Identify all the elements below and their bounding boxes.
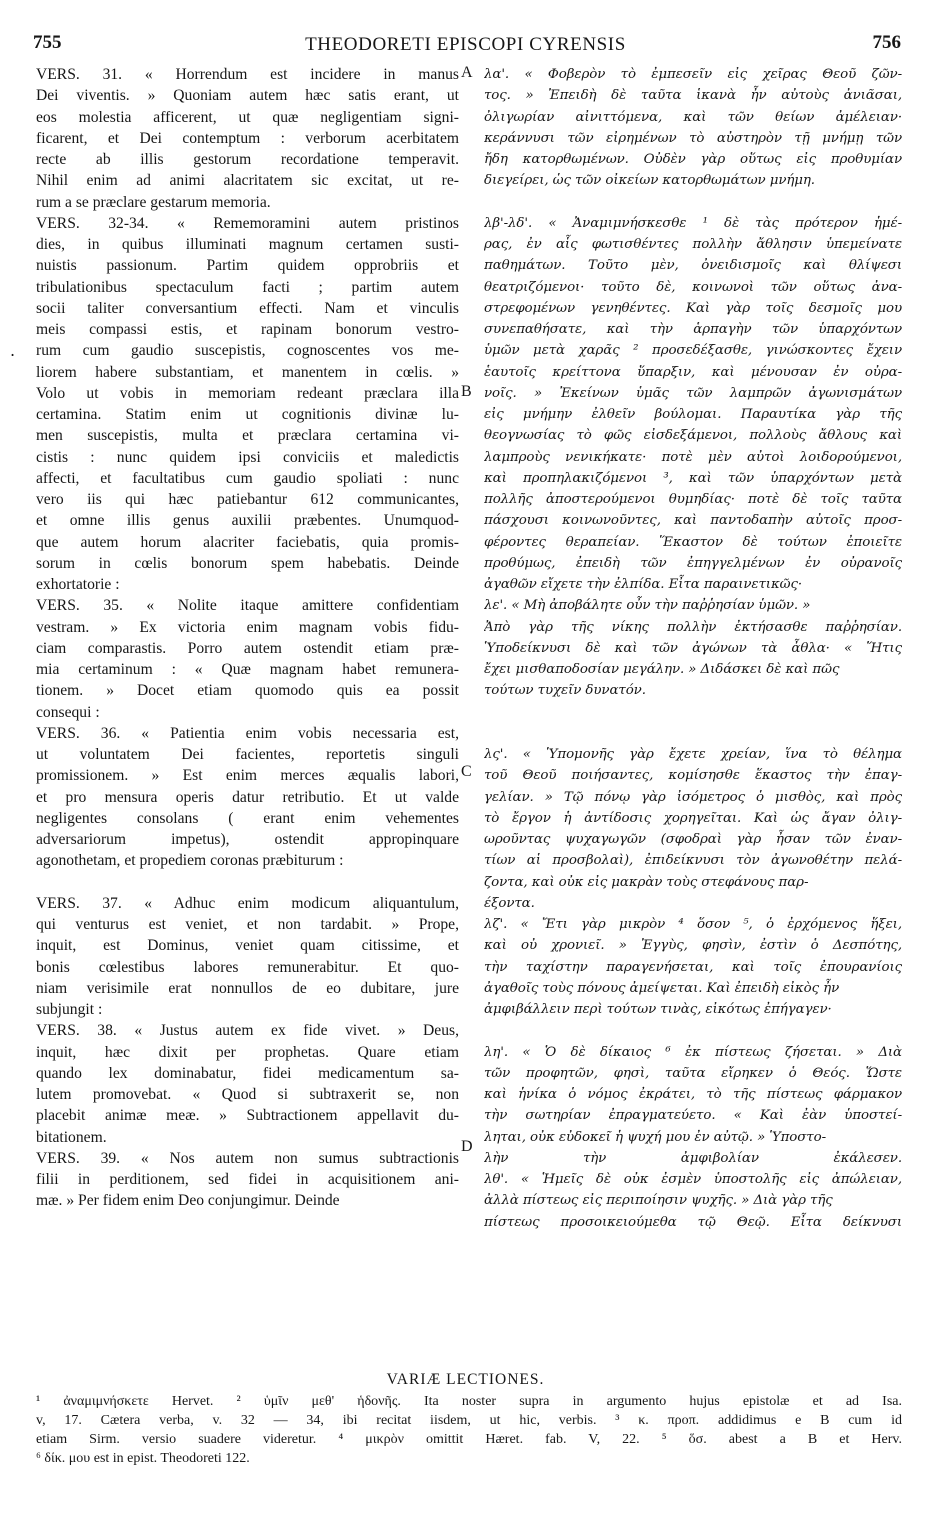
text-line: λαμπροὺς νενικήκατε· ποτὲ μὲν αὐτοὶ λοιδορούμενοι, <box>484 449 902 465</box>
text-line: παθημάτων. Τοῦτο μὲν, ὀνειδισμοῖς καὶ θλίψεσι <box>484 258 902 274</box>
text-line: ὑμῶν μετὰ χαρᾶς ² προσεδέξασθε, γινώσκοντες ἔχειν <box>484 343 902 359</box>
text-line: bitationem. <box>36 1128 107 1146</box>
text-line: διεγείρει, ὡς τῶν οἰκείων κατορθωμάτων μνήμη. <box>484 173 815 189</box>
text-line: συνεπαθήσατε, καὶ τὴν ἁρπαγὴν τῶν ὑπαρχόντων <box>484 322 902 337</box>
text-line: lutem promovebat. « Quod si subtraxerit se, non <box>36 1086 459 1103</box>
text-line: πίστεως προσοικειούμεθα τῷ Θεῷ. Εἶτα δείκνυσι <box>484 1214 902 1230</box>
paragraph-gap <box>484 702 902 723</box>
text-line: Dei viventis. » Quoniam autem hæc satis erant, ut <box>36 87 459 105</box>
text-line: VERS. 32-34. « Rememoramini autem pristinos <box>36 214 459 232</box>
greek-column <box>484 64 902 1233</box>
paragraph-gap <box>484 723 902 744</box>
text-line: ἀμφιβάλλειν περὶ τούτων τινὰς, εἰκότως ἐπήγαγεν· <box>484 1002 832 1017</box>
text-line: τος. » Ἐπειδὴ δὲ ταῦτα ἱκανὰ ἦν αὐτοὺς ἀνιᾶσαι, <box>484 88 902 104</box>
text-line: VERS. 39. « Nos autem non sumus subtractionis <box>36 1149 459 1167</box>
latin-column <box>36 64 459 1212</box>
text-line: vestram. » Ex victoria enim magnam vobis fidu- <box>36 618 459 636</box>
text-line: λη'. « Ὁ δὲ δίκαιος ⁶ ἐκ πίστεως ζήσεται. » Διὰ <box>484 1044 902 1060</box>
text-line: λα'. « Φοβερὸν τὸ ἐμπεσεῖν εἰς χεῖρας Θεοῦ ζῶν- <box>484 67 902 82</box>
footnote-line: v, 17. Cætera verba, v. 32 — 34, ibi recitat iisdem, ut hic, verbis. ³ κ. προπ. addidimus e B cum id <box>36 1413 902 1428</box>
footnote-line: ⁶ δίκ. μου est in epist. Theodoreti 122. <box>36 1451 250 1466</box>
text-line: τίων αἱ προσβολαὶ), ἐπιδείκνυσι τὸν ἀγωνοθέτην πελά- <box>484 853 902 869</box>
text-line: mia certaminum : « Quæ magnam habet remunera- <box>36 661 459 678</box>
paragraph-gap <box>484 1020 902 1041</box>
text-line: affecti, et facultatibus cum gaudio spoliati : nunc <box>36 469 459 487</box>
text-line: men suscepistis, multa et præclara certamina vi- <box>36 427 459 445</box>
text-line: λζ'. « Ἔτι γὰρ μικρὸν ⁴ ὅσον ⁵, ὁ ἐρχόμενος ἥξει, <box>484 917 902 932</box>
text-line: τὸ ἔργον ἡ ἀντίδοσις χορηγεῖται. Καὶ ὡς ἄγαν ὀλιγ- <box>484 810 902 826</box>
text-line: πολλῆς ἀποστερούμενοι θυμηδίας· ποτὲ δὲ τοῖς ταῦτα <box>484 492 902 507</box>
text-line: λς'. « Ὑπομονῆς γὰρ ἔχετε χρείαν, ἵνα τὸ θέλημα <box>484 747 902 762</box>
margin-letter-c: C <box>461 763 472 780</box>
text-line: Ἀπὸ γὰρ τῆς νίκης πολλὴν ἐκτήσασθε παῤῥησίαν. <box>484 619 902 635</box>
text-line: rum a se præclare gestarum memoria. <box>36 193 271 211</box>
text-line: bonis cœlestibus labores remunerabitur. Et quo- <box>36 958 459 976</box>
text-line: τῶν προφητῶν, φησὶ, ταῦτα εἴρηκεν ὁ Θεός. Ὥστε <box>484 1065 902 1081</box>
text-line: certamina. Statim enim ut cognitionis divinæ lu- <box>36 406 459 423</box>
text-line: νοῖς. » Ἐκείνων ὑμᾶς τῶν λαμπρῶν ἀγωνισμάτων <box>484 385 902 401</box>
footnotes <box>36 1392 902 1468</box>
text-line: τὴν ταχίστην παραγενήσεται, καὶ τοῖς ἐπουρανίοις <box>484 959 902 975</box>
text-line: filii in perditionem, sed fidei in acquisitionem ani- <box>36 1171 459 1188</box>
text-line: ἑαυτοῖς κρείττονα ὕπαρξιν, καὶ μένουσαν ἐν οὐρα- <box>484 364 902 380</box>
text-line: ωροῦντας ψυχαγωγῶν (σφοδραὶ γὰρ ἦσαν τῶν ἐναν- <box>484 832 902 847</box>
text-line: τούτων τυχεῖν δυνατόν. <box>484 683 646 699</box>
text-line: ληται, οὐκ εὐδοκεῖ ἡ ψυχή μου ἐν αὐτῷ. » Ὑποστο- <box>484 1129 827 1145</box>
text-line: liorem habere substantiam, et manentem in cœlis. » <box>36 363 459 381</box>
text-line: πάσχουσι κοινωνοῦντες, καὶ παντοδαπὴν αὐτοῖς προσ- <box>484 513 902 529</box>
text-line: consequi : <box>36 703 100 721</box>
text-line: καὶ οὐ χρονιεῖ. » Ἐγγὺς, φησὶν, ἐστὶν ὁ Δεσπότης, <box>484 938 902 954</box>
text-line: ficarent, et Dei contemptum : verborum acerbitatem <box>36 129 459 147</box>
text-line: προθύμως, ἐπειδὴ τῶν ἐπηγγελμένων ἐν οὐρανοῖς <box>484 555 902 571</box>
text-line: λε'. « Μὴ ἀποβάλητε οὖν τὴν παῤῥησίαν ὑμῶν. » <box>484 598 811 614</box>
text-line: λὴν τὴν ἀμφιβολίαν ἐκάλεσεν. <box>484 1150 902 1166</box>
text-line: έξοντα. <box>484 895 535 911</box>
text-line: placebit animæ meæ. » Subtractionem appellavit du- <box>36 1107 459 1125</box>
text-line: ut voluntatem Dei facientes, reportetis singuli <box>36 746 459 763</box>
text-line: que autem horum alacriter faciebatis, quia promis- <box>36 533 459 551</box>
text-line: ἀλλὰ πίστεως εἰς περιποίησιν ψυχῆς. » Διὰ γὰρ τῆς <box>484 1193 833 1209</box>
text-line: ὀλιγωρίαν αἰνιττόμενα, καὶ τῶν θείων ἀμέλειαν· <box>484 109 902 125</box>
text-line: socii taliter conversantium effecti. Nam et vinculis <box>36 299 459 317</box>
footnote-line: ¹ ἀναμιμνήσκετε Hervet. ² ὑμῖν μεθ' ἡδονῆς. Ita noster supra in argumento hujus epistolæ et ad Isa. <box>36 1394 902 1409</box>
text-line: sorum in cœlis bonorum spem habebatis. Deinde <box>36 554 459 572</box>
text-line: τὴν σωτηρίαν ἐπραγματεύετο. « Καὶ ἐὰν ὑποστεί- <box>484 1108 902 1124</box>
margin-letter-d: D <box>461 1138 473 1155</box>
text-line: στρεφομένων γενηθέντες. Καὶ γὰρ τοῖς δεσμοῖς μου <box>484 300 902 316</box>
text-line: nuistis passionum. Partim quidem opprobriis et <box>36 257 459 275</box>
margin-letter-b: B <box>461 383 472 400</box>
text-line: εἰς μνήμην ἐλθεῖν βούλομαι. Παραυτίκα γὰρ τῆς <box>484 407 902 422</box>
text-line: ἀγαθῶν εἴχετε τὴν ἐλπίδα. Εἶτα παραινετικῶς· <box>484 577 803 592</box>
text-line: VERS. 35. « Nolite itaque amittere confidentiam <box>36 597 459 615</box>
running-title: THEODORETI EPISCOPI CYRENSIS <box>305 34 626 55</box>
text-line: γελίαν. » Τῷ πόνῳ γὰρ ἰσόμετρος ὁ μισθὸς, καὶ πρὸς <box>484 789 902 805</box>
text-line: dies, in quibus illuminati magnum certamen susti- <box>36 236 459 253</box>
text-line: cistis : nunc quidem ipsi conviciis et maledictis <box>36 448 459 466</box>
text-line: inquit, est Dominus, veniet quam citissime, et <box>36 937 459 955</box>
text-line: καὶ ἡνίκα ὁ νόμος ἐκράτει, τὸ τῆς πίστεως φάρμακον <box>484 1087 902 1102</box>
text-line: exhortatorie : <box>36 576 120 593</box>
text-line: niam verisimile erat nonnullos de eo dubitare, jure <box>36 979 459 997</box>
text-line: Volo ut vobis in memoriam redeant præclara illa <box>36 384 459 402</box>
text-line: adversariorum impetus), ostendit appropinquare <box>36 831 459 848</box>
paragraph-gap <box>484 192 902 213</box>
text-line: κεράννυσι τῶν εἰρημένων τὸ αὐστηρὸν τῇ μνήμῃ τῶν <box>484 130 902 146</box>
page-number-right: 756 <box>872 32 901 53</box>
footnote-line: etiam Sirm. versio suadere videretur. ⁴ μικρὸν omittit Hæret. fab. V, 22. ⁵ ὅσ. abest a B et Herv. <box>36 1432 902 1447</box>
text-line: tribulationibus spectaculum facti ; partim autem <box>36 278 459 296</box>
margin-dot: . <box>10 341 16 360</box>
page-number-left: 755 <box>33 32 62 53</box>
text-line: et omne illis genus auxilii præbentes. Unumquod- <box>36 512 459 530</box>
text-line: λθ'. « Ἡμεῖς δὲ οὐκ ἐσμὲν ὑποστολῆς εἰς ἀπώλειαν, <box>484 1172 902 1187</box>
text-line: καὶ προπηλακιζόμενοι ³, καὶ τῶν ὑπαρχόντων μετὰ <box>484 470 902 486</box>
text-line: VERS. 36. « Patientia enim vobis necessaria est, <box>36 724 459 742</box>
margin-letter-a: A <box>461 64 473 81</box>
text-line: ciam comparastis. Porro autem ostendit etiam præ- <box>36 639 459 657</box>
text-line: φέροντες θεραπείαν. Ἕκαστον δὲ τούτων ἐποιεῖτε <box>484 534 902 550</box>
text-line: rum cum gaudio suscepistis, cognoscentes vos me- <box>36 342 459 360</box>
text-line: et pro mensura operis datur retributio. Et ut valde <box>36 788 459 806</box>
text-line: Ὑποδείκνυσι δὲ καὶ τῶν ἀγώνων τὰ ἆθλα· « Ἥτις <box>484 640 902 656</box>
text-line: ζοντα, καὶ οὐκ εἰς μακρὰν τοὺς στεφάνους παρ- <box>484 874 809 890</box>
text-line: Nihil enim ad animi alacritatem sic excitat, ut re- <box>36 172 459 190</box>
text-line: inquit, hæc dixit per prophetas. Quare etiam <box>36 1043 459 1061</box>
text-line: ἀγαθοῖς τοὺς πόνους ἀμείψεται. Καὶ ἐπειδὴ εἰκὸς ἦν <box>484 980 840 996</box>
text-line: mæ. » Per fidem enim Deo conjungimur. Deinde <box>36 1192 340 1210</box>
text-line: agonothetam, et propediem coronas præbiturum : <box>36 852 344 870</box>
text-line: negligentes consolans ( erant enim vehementes <box>36 809 459 827</box>
text-line: promissionem. » Est enim merces æqualis labori, <box>36 767 459 785</box>
text-line: ἤδη κατορθωμένων. Οὐδὲν γὰρ οὕτως εἰς προθυμίαν <box>484 152 902 167</box>
text-line: VERS. 37. « Adhuc enim modicum aliquantulum, <box>36 894 459 912</box>
text-line: quando lex dominabatur, fidei medicamentum sa- <box>36 1064 459 1082</box>
paragraph-gap <box>36 872 459 893</box>
text-line: tionem. » Docet etiam quomodo quis ea possit <box>36 682 459 700</box>
text-line: ἔχει μισθαποδοσίαν μεγάλην. » Διδάσκει δὲ καὶ πῶς <box>484 662 840 677</box>
text-line: meis compassi estis, et rapinam bonorum vestro- <box>36 321 459 338</box>
text-line: subjungit : <box>36 1001 103 1018</box>
text-line: θεογνωσίας τὸ φῶς εἰσδεξάμενοι, πολλοὺς ἄθλους καὶ <box>484 428 902 444</box>
text-line: vero iis qui hæc patiebantur 612 communicantes, <box>36 491 459 508</box>
text-line: τοῦ Θεοῦ ποιήσαντες, κομίσησθε ἕκαστος τὴν ἐπαγ- <box>484 768 902 784</box>
text-line: λβ'-λδ'. « Ἀναμιμνήσκεσθε ¹ δὲ τὰς πρότερον ἡμέ- <box>484 215 902 231</box>
text-line: qui venturus est veniet, et non tardabit. » Prope, <box>36 916 459 933</box>
text-line: eos molestia afficerent, ut quæ negligentiam signi- <box>36 108 459 126</box>
text-line: VERS. 31. « Horrendum est incidere in manus <box>36 66 459 83</box>
text-line: recte ab illis gestorum recordatione temperavit. <box>36 151 459 168</box>
text-line: θεατριζόμενοι· τοῦτο δὲ, κοινωνοὶ τῶν οὕτως ἀνα- <box>484 279 902 295</box>
variae-lectiones-title: VARIÆ LECTIONES. <box>386 1371 545 1388</box>
text-line: ρας, ἐν αἷς φωτισθέντες πολλὴν ἄθλησιν ὑπεμείνατε <box>484 237 902 252</box>
text-line: VERS. 38. « Justus autem ex fide vivet. » Deus, <box>36 1022 459 1040</box>
